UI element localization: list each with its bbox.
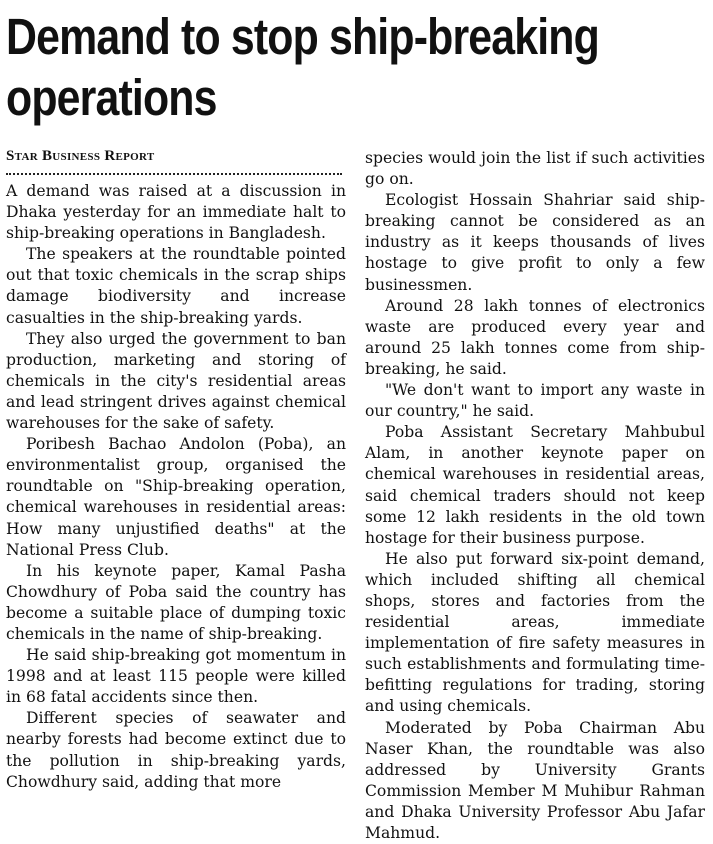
paragraph: In his keynote paper, Kamal Pasha Chowdhury of Poba said the country has become a suitable place of dumping toxic chemicals in the name of ship-breaking.: [6, 561, 346, 643]
paragraph: Ecologist Hossain Shahriar said ship-breaking cannot be considered as an industry as it keeps thousands of lives hostage to give profit to only a few businessmen.: [365, 191, 705, 294]
headline-line-2: operations: [6, 69, 217, 126]
paragraph: Moderated by Poba Chairman Abu Naser Khan, the roundtable was also addressed by University Grants Commission Member M Muhibur Rahman and Dhaka University Professor Abu Jafar Mahmud.: [365, 718, 705, 842]
dotted-divider: [6, 168, 342, 175]
paragraph: Poribesh Bachao Andolon (Poba), an environmentalist group, organised the roundtable on "Ship-breaking operation, chemical warehouses in residential areas: How many unjustified deaths" at the National Press Club.: [6, 435, 346, 559]
paragraph: Different species of seawater and nearby forests had become extinct due to the pollution in ship-breaking yards, Chowdhury said, adding that more: [6, 709, 346, 791]
paragraph: The speakers at the roundtable pointed out that toxic chemicals in the scrap ships damage biodiversity and increase casualties in the ship-breaking yards.: [6, 245, 346, 327]
paragraph: A demand was raised at a discussion in Dhaka yesterday for an immediate halt to ship-breaking operations in Bangladesh.: [6, 182, 346, 243]
paragraph: "We don't want to import any waste in our country," he said.: [365, 381, 705, 421]
left-column: [6, 146, 346, 793]
paragraph: Around 28 lakh tonnes of electronics waste are produced every year and around 25 lakh tonnes come from ship-breaking, he said.: [365, 296, 705, 378]
paragraph-continuation: species would join the list if such activities go on.: [365, 149, 705, 189]
paragraph: They also urged the government to ban production, marketing and storing of chemicals in the city's residential areas and lead stringent drives against chemical warehouses for the sake of safety.: [6, 329, 346, 433]
paragraph: He said ship-breaking got momentum in 1998 and at least 115 people were killed in 68 fatal accidents since then.: [6, 646, 346, 707]
byline: Star Business Report: [6, 148, 155, 164]
headline-line-1: Demand to stop ship-breaking: [6, 8, 599, 65]
right-column: [365, 148, 705, 844]
paragraph: Poba Assistant Secretary Mahbubul Alam, in another keynote paper on chemical warehouses in residential areas, said chemical traders should not keep some 12 lakh residents in the old town hostage for their business purpose.: [365, 423, 705, 547]
paragraph: He also put forward six-point demand, which included shifting all chemical shops, stores and factories from the residential areas, immediate implementation of fire safety measures in such establishments and formulating time-befitting regulations for trading, storing and using chemicals.: [365, 549, 705, 716]
headline: [6, 6, 599, 128]
